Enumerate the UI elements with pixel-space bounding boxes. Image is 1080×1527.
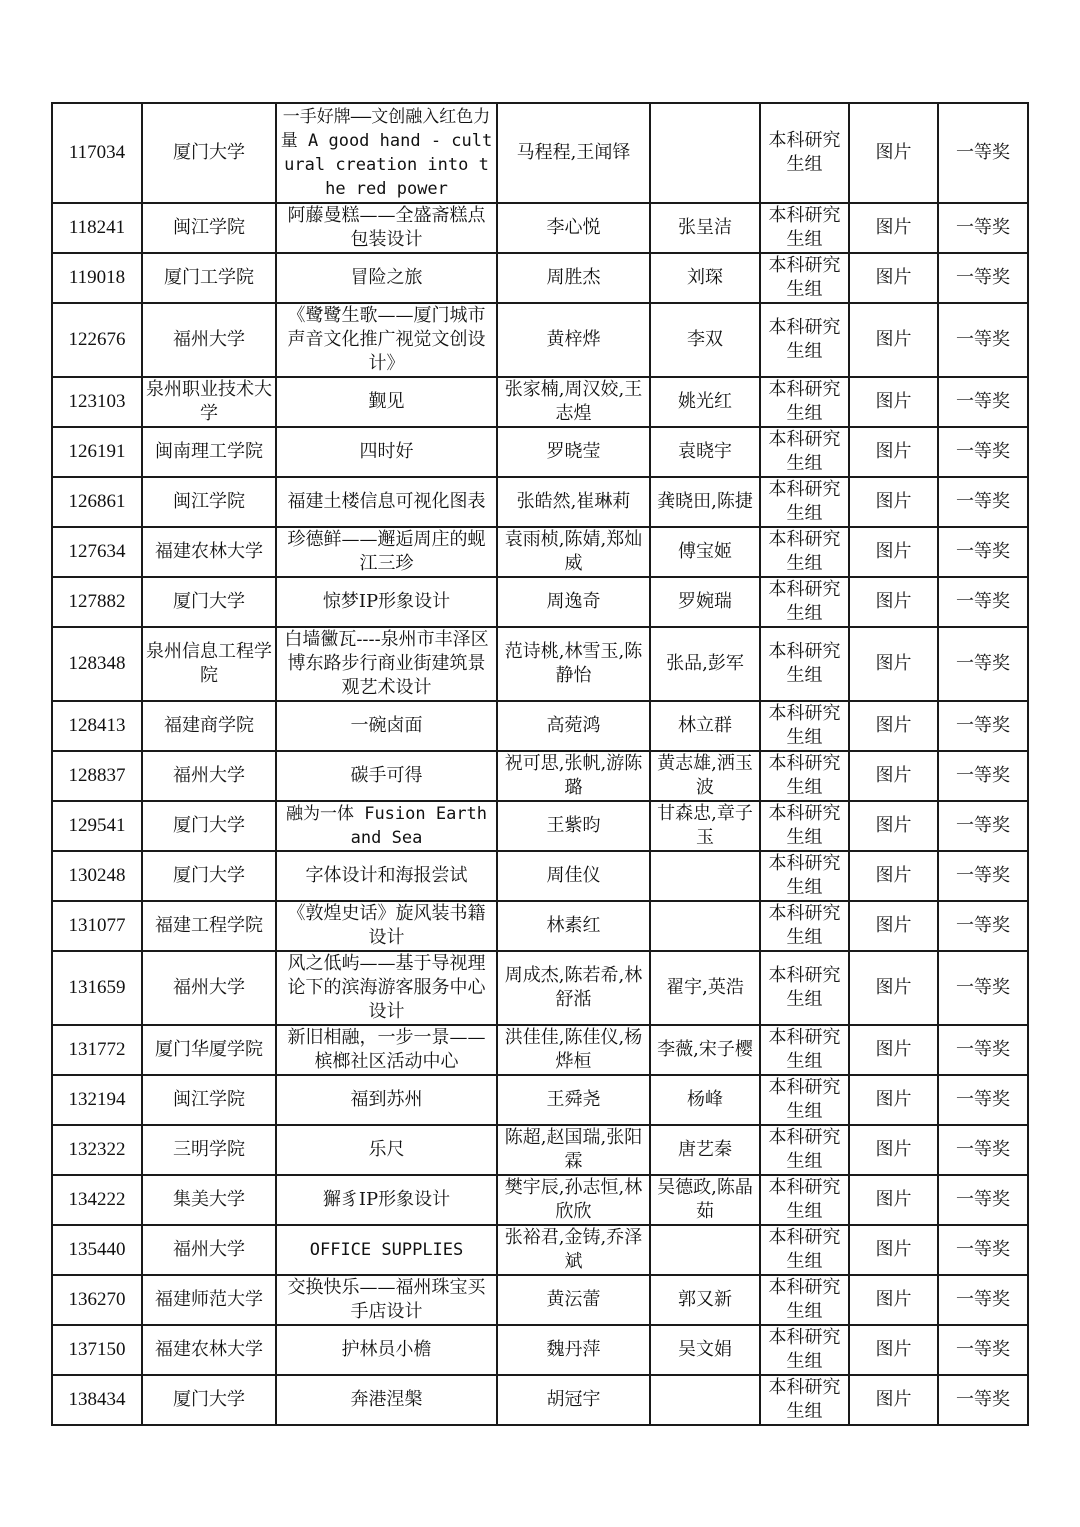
work-title-cell: 冒险之旅 — [276, 253, 497, 303]
table-row — [52, 203, 1028, 253]
entry-id-cell: 117034 — [52, 103, 142, 203]
group-cell: 本科研究生组 — [760, 203, 849, 253]
advisor-cell: 郭又新 — [650, 1275, 760, 1325]
work-title-cell: 碳手可得 — [276, 751, 497, 801]
advisor-cell: 袁晓宇 — [650, 427, 760, 477]
advisor-cell: 李薇,宋子樱 — [650, 1025, 760, 1075]
group-cell: 本科研究生组 — [760, 577, 849, 627]
work-title-cell: 觐见 — [276, 377, 497, 427]
school-cell: 泉州信息工程学院 — [142, 627, 276, 701]
table-row — [52, 1175, 1028, 1225]
entry-id-cell: 122676 — [52, 303, 142, 377]
award-cell: 一等奖 — [938, 1375, 1028, 1425]
table-row — [52, 303, 1028, 377]
group-cell: 本科研究生组 — [760, 1175, 849, 1225]
authors-cell: 范诗桃,林雪玉,陈静怡 — [497, 627, 650, 701]
school-cell: 福州大学 — [142, 303, 276, 377]
authors-cell: 张皓然,崔琳莉 — [497, 477, 650, 527]
table-row — [52, 377, 1028, 427]
school-cell: 福建师范大学 — [142, 1275, 276, 1325]
authors-cell: 周佳仪 — [497, 851, 650, 901]
school-cell: 泉州职业技术大学 — [142, 377, 276, 427]
work-title-cell: 四时好 — [276, 427, 497, 477]
table-body — [52, 103, 1028, 1425]
work-title-cell: 一手好牌——文创融入红色力量 A good hand - cultural creation into the red power — [276, 103, 497, 203]
group-cell: 本科研究生组 — [760, 901, 849, 951]
work-title-cell: 字体设计和海报尝试 — [276, 851, 497, 901]
school-cell: 福建农林大学 — [142, 1325, 276, 1375]
table-row — [52, 1225, 1028, 1275]
advisor-cell — [650, 851, 760, 901]
entry-id-cell: 128837 — [52, 751, 142, 801]
authors-cell: 周成杰,陈若希,林舒湉 — [497, 951, 650, 1025]
table-row — [52, 1375, 1028, 1425]
school-cell: 厦门工学院 — [142, 253, 276, 303]
entry-id-cell: 131772 — [52, 1025, 142, 1075]
group-cell: 本科研究生组 — [760, 477, 849, 527]
entry-id-cell: 123103 — [52, 377, 142, 427]
school-cell: 闽江学院 — [142, 1075, 276, 1125]
group-cell: 本科研究生组 — [760, 527, 849, 577]
authors-cell: 魏丹萍 — [497, 1325, 650, 1375]
award-cell: 一等奖 — [938, 627, 1028, 701]
award-cell: 一等奖 — [938, 253, 1028, 303]
type-cell: 图片 — [849, 203, 938, 253]
type-cell: 图片 — [849, 751, 938, 801]
authors-cell: 陈超,赵国瑞,张阳霖 — [497, 1125, 650, 1175]
entry-id-cell: 137150 — [52, 1325, 142, 1375]
award-cell: 一等奖 — [938, 701, 1028, 751]
authors-cell: 张家楠,周汉姣,王志煌 — [497, 377, 650, 427]
entry-id-cell: 127882 — [52, 577, 142, 627]
advisor-cell — [650, 1225, 760, 1275]
authors-cell: 张裕君,金铸,乔泽斌 — [497, 1225, 650, 1275]
group-cell: 本科研究生组 — [760, 1375, 849, 1425]
authors-cell: 高菀鸿 — [497, 701, 650, 751]
award-cell: 一等奖 — [938, 427, 1028, 477]
table-row — [52, 701, 1028, 751]
work-title-cell: 福到苏州 — [276, 1075, 497, 1125]
authors-cell: 祝可思,张帆,游陈璐 — [497, 751, 650, 801]
entry-id-cell: 127634 — [52, 527, 142, 577]
advisor-cell: 唐艺秦 — [650, 1125, 760, 1175]
authors-cell: 周逸奇 — [497, 577, 650, 627]
authors-cell: 周胜杰 — [497, 253, 650, 303]
advisor-cell: 翟宇,英浩 — [650, 951, 760, 1025]
table-row — [52, 1275, 1028, 1325]
advisor-cell: 黄志雄,洒玉波 — [650, 751, 760, 801]
advisor-cell: 张呈洁 — [650, 203, 760, 253]
type-cell: 图片 — [849, 103, 938, 203]
entry-id-cell: 132322 — [52, 1125, 142, 1175]
type-cell: 图片 — [849, 951, 938, 1025]
entry-id-cell: 128413 — [52, 701, 142, 751]
award-cell: 一等奖 — [938, 801, 1028, 851]
award-cell: 一等奖 — [938, 951, 1028, 1025]
award-cell: 一等奖 — [938, 527, 1028, 577]
entry-id-cell: 126861 — [52, 477, 142, 527]
award-cell: 一等奖 — [938, 103, 1028, 203]
type-cell: 图片 — [849, 1225, 938, 1275]
type-cell: 图片 — [849, 253, 938, 303]
work-title-cell: 珍德鲜——邂逅周庄的蚬江三珍 — [276, 527, 497, 577]
table-row — [52, 1125, 1028, 1175]
school-cell: 闽南理工学院 — [142, 427, 276, 477]
type-cell: 图片 — [849, 1325, 938, 1375]
award-cell: 一等奖 — [938, 577, 1028, 627]
entry-id-cell: 119018 — [52, 253, 142, 303]
group-cell: 本科研究生组 — [760, 103, 849, 203]
entry-id-cell: 136270 — [52, 1275, 142, 1325]
school-cell: 闽江学院 — [142, 477, 276, 527]
type-cell: 图片 — [849, 701, 938, 751]
table-row — [52, 577, 1028, 627]
table-row — [52, 751, 1028, 801]
entry-id-cell: 130248 — [52, 851, 142, 901]
authors-cell: 林素红 — [497, 901, 650, 951]
school-cell: 集美大学 — [142, 1175, 276, 1225]
work-title-cell: 惊梦IP形象设计 — [276, 577, 497, 627]
type-cell: 图片 — [849, 303, 938, 377]
advisor-cell: 刘琛 — [650, 253, 760, 303]
advisor-cell — [650, 1375, 760, 1425]
school-cell: 厦门大学 — [142, 801, 276, 851]
school-cell: 福建工程学院 — [142, 901, 276, 951]
award-cell: 一等奖 — [938, 377, 1028, 427]
authors-cell: 樊宇辰,孙志恒,林欣欣 — [497, 1175, 650, 1225]
school-cell: 福建商学院 — [142, 701, 276, 751]
advisor-cell: 龚晓田,陈捷 — [650, 477, 760, 527]
advisor-cell: 林立群 — [650, 701, 760, 751]
advisor-cell: 张品,彭军 — [650, 627, 760, 701]
type-cell: 图片 — [849, 1375, 938, 1425]
entry-id-cell: 128348 — [52, 627, 142, 701]
work-title-cell: 福建土楼信息可视化图表 — [276, 477, 497, 527]
table-row — [52, 1325, 1028, 1375]
advisor-cell: 吴文娟 — [650, 1325, 760, 1375]
award-cell: 一等奖 — [938, 477, 1028, 527]
type-cell: 图片 — [849, 1125, 938, 1175]
advisor-cell: 傅宝姬 — [650, 527, 760, 577]
group-cell: 本科研究生组 — [760, 851, 849, 901]
table-row — [52, 901, 1028, 951]
award-cell: 一等奖 — [938, 751, 1028, 801]
group-cell: 本科研究生组 — [760, 1025, 849, 1075]
work-title-cell: 獬豸IP形象设计 — [276, 1175, 497, 1225]
advisor-cell: 罗婉瑞 — [650, 577, 760, 627]
advisor-cell: 吴德政,陈晶茹 — [650, 1175, 760, 1225]
type-cell: 图片 — [849, 377, 938, 427]
award-cell: 一等奖 — [938, 851, 1028, 901]
table-row — [52, 427, 1028, 477]
group-cell: 本科研究生组 — [760, 951, 849, 1025]
entry-id-cell: 118241 — [52, 203, 142, 253]
work-title-cell: 阿藤曼糕——全盛斋糕点包装设计 — [276, 203, 497, 253]
type-cell: 图片 — [849, 1175, 938, 1225]
school-cell: 三明学院 — [142, 1125, 276, 1175]
authors-cell: 马程程,王闻铎 — [497, 103, 650, 203]
table-row — [52, 1025, 1028, 1075]
group-cell: 本科研究生组 — [760, 1075, 849, 1125]
entry-id-cell: 129541 — [52, 801, 142, 851]
work-title-cell: 白墙黴瓦----泉州市丰泽区博东路步行商业街建筑景观艺术设计 — [276, 627, 497, 701]
group-cell: 本科研究生组 — [760, 1225, 849, 1275]
advisor-cell: 甘森忠,章子玉 — [650, 801, 760, 851]
group-cell: 本科研究生组 — [760, 751, 849, 801]
work-title-cell: OFFICE SUPPLIES — [276, 1225, 497, 1275]
entry-id-cell: 126191 — [52, 427, 142, 477]
type-cell: 图片 — [849, 1275, 938, 1325]
authors-cell: 袁雨桢,陈婧,郑灿威 — [497, 527, 650, 577]
authors-cell: 黄沄蕾 — [497, 1275, 650, 1325]
entry-id-cell: 134222 — [52, 1175, 142, 1225]
table-row — [52, 1075, 1028, 1125]
work-title-cell: 交换快乐——福州珠宝买手店设计 — [276, 1275, 497, 1325]
type-cell: 图片 — [849, 627, 938, 701]
work-title-cell: 《鹭鹭生歌——厦门城市声音文化推广视觉文创设计》 — [276, 303, 497, 377]
work-title-cell: 融为一体 Fusion Earth and Sea — [276, 801, 497, 851]
table-row — [52, 851, 1028, 901]
group-cell: 本科研究生组 — [760, 801, 849, 851]
table-row — [52, 477, 1028, 527]
school-cell: 福建农林大学 — [142, 527, 276, 577]
school-cell: 厦门华厦学院 — [142, 1025, 276, 1075]
work-title-cell: 一碗卤面 — [276, 701, 497, 751]
group-cell: 本科研究生组 — [760, 1125, 849, 1175]
work-title-cell: 新旧相融，一步一景——槟榔社区活动中心 — [276, 1025, 497, 1075]
group-cell: 本科研究生组 — [760, 303, 849, 377]
authors-cell: 黄梓烨 — [497, 303, 650, 377]
table-row — [52, 527, 1028, 577]
group-cell: 本科研究生组 — [760, 377, 849, 427]
school-cell: 福州大学 — [142, 1225, 276, 1275]
advisor-cell: 杨峰 — [650, 1075, 760, 1125]
award-cell: 一等奖 — [938, 1125, 1028, 1175]
awards-table — [51, 102, 1029, 1426]
group-cell: 本科研究生组 — [760, 701, 849, 751]
school-cell: 厦门大学 — [142, 103, 276, 203]
advisor-cell: 姚光红 — [650, 377, 760, 427]
type-cell: 图片 — [849, 1075, 938, 1125]
table-row — [52, 253, 1028, 303]
group-cell: 本科研究生组 — [760, 1325, 849, 1375]
group-cell: 本科研究生组 — [760, 427, 849, 477]
work-title-cell: 乐尺 — [276, 1125, 497, 1175]
authors-cell: 洪佳佳,陈佳仪,杨烨桓 — [497, 1025, 650, 1075]
award-cell: 一等奖 — [938, 303, 1028, 377]
advisor-cell: 李双 — [650, 303, 760, 377]
group-cell: 本科研究生组 — [760, 253, 849, 303]
type-cell: 图片 — [849, 801, 938, 851]
group-cell: 本科研究生组 — [760, 1275, 849, 1325]
table-row — [52, 951, 1028, 1025]
school-cell: 厦门大学 — [142, 1375, 276, 1425]
advisor-cell — [650, 901, 760, 951]
entry-id-cell: 138434 — [52, 1375, 142, 1425]
type-cell: 图片 — [849, 477, 938, 527]
school-cell: 厦门大学 — [142, 851, 276, 901]
award-cell: 一等奖 — [938, 1325, 1028, 1375]
school-cell: 闽江学院 — [142, 203, 276, 253]
entry-id-cell: 132194 — [52, 1075, 142, 1125]
award-cell: 一等奖 — [938, 1175, 1028, 1225]
school-cell: 厦门大学 — [142, 577, 276, 627]
type-cell: 图片 — [849, 901, 938, 951]
authors-cell: 李心悦 — [497, 203, 650, 253]
work-title-cell: 护林员小檐 — [276, 1325, 497, 1375]
school-cell: 福州大学 — [142, 951, 276, 1025]
type-cell: 图片 — [849, 851, 938, 901]
table-row — [52, 627, 1028, 701]
entry-id-cell: 135440 — [52, 1225, 142, 1275]
work-title-cell: 奔港涅槃 — [276, 1375, 497, 1425]
authors-cell: 王舜尧 — [497, 1075, 650, 1125]
award-cell: 一等奖 — [938, 1225, 1028, 1275]
award-cell: 一等奖 — [938, 901, 1028, 951]
work-title-cell: 《敦煌史话》旋风装书籍设计 — [276, 901, 497, 951]
work-title-cell: 风之低屿——基于导视理论下的滨海游客服务中心设计 — [276, 951, 497, 1025]
advisor-cell — [650, 103, 760, 203]
school-cell: 福州大学 — [142, 751, 276, 801]
table-row — [52, 103, 1028, 203]
group-cell: 本科研究生组 — [760, 627, 849, 701]
award-cell: 一等奖 — [938, 203, 1028, 253]
type-cell: 图片 — [849, 577, 938, 627]
award-cell: 一等奖 — [938, 1075, 1028, 1125]
type-cell: 图片 — [849, 527, 938, 577]
type-cell: 图片 — [849, 1025, 938, 1075]
authors-cell: 胡冠宇 — [497, 1375, 650, 1425]
award-cell: 一等奖 — [938, 1025, 1028, 1075]
authors-cell: 罗晓莹 — [497, 427, 650, 477]
table-row — [52, 801, 1028, 851]
award-cell: 一等奖 — [938, 1275, 1028, 1325]
entry-id-cell: 131077 — [52, 901, 142, 951]
entry-id-cell: 131659 — [52, 951, 142, 1025]
authors-cell: 王紫昀 — [497, 801, 650, 851]
type-cell: 图片 — [849, 427, 938, 477]
